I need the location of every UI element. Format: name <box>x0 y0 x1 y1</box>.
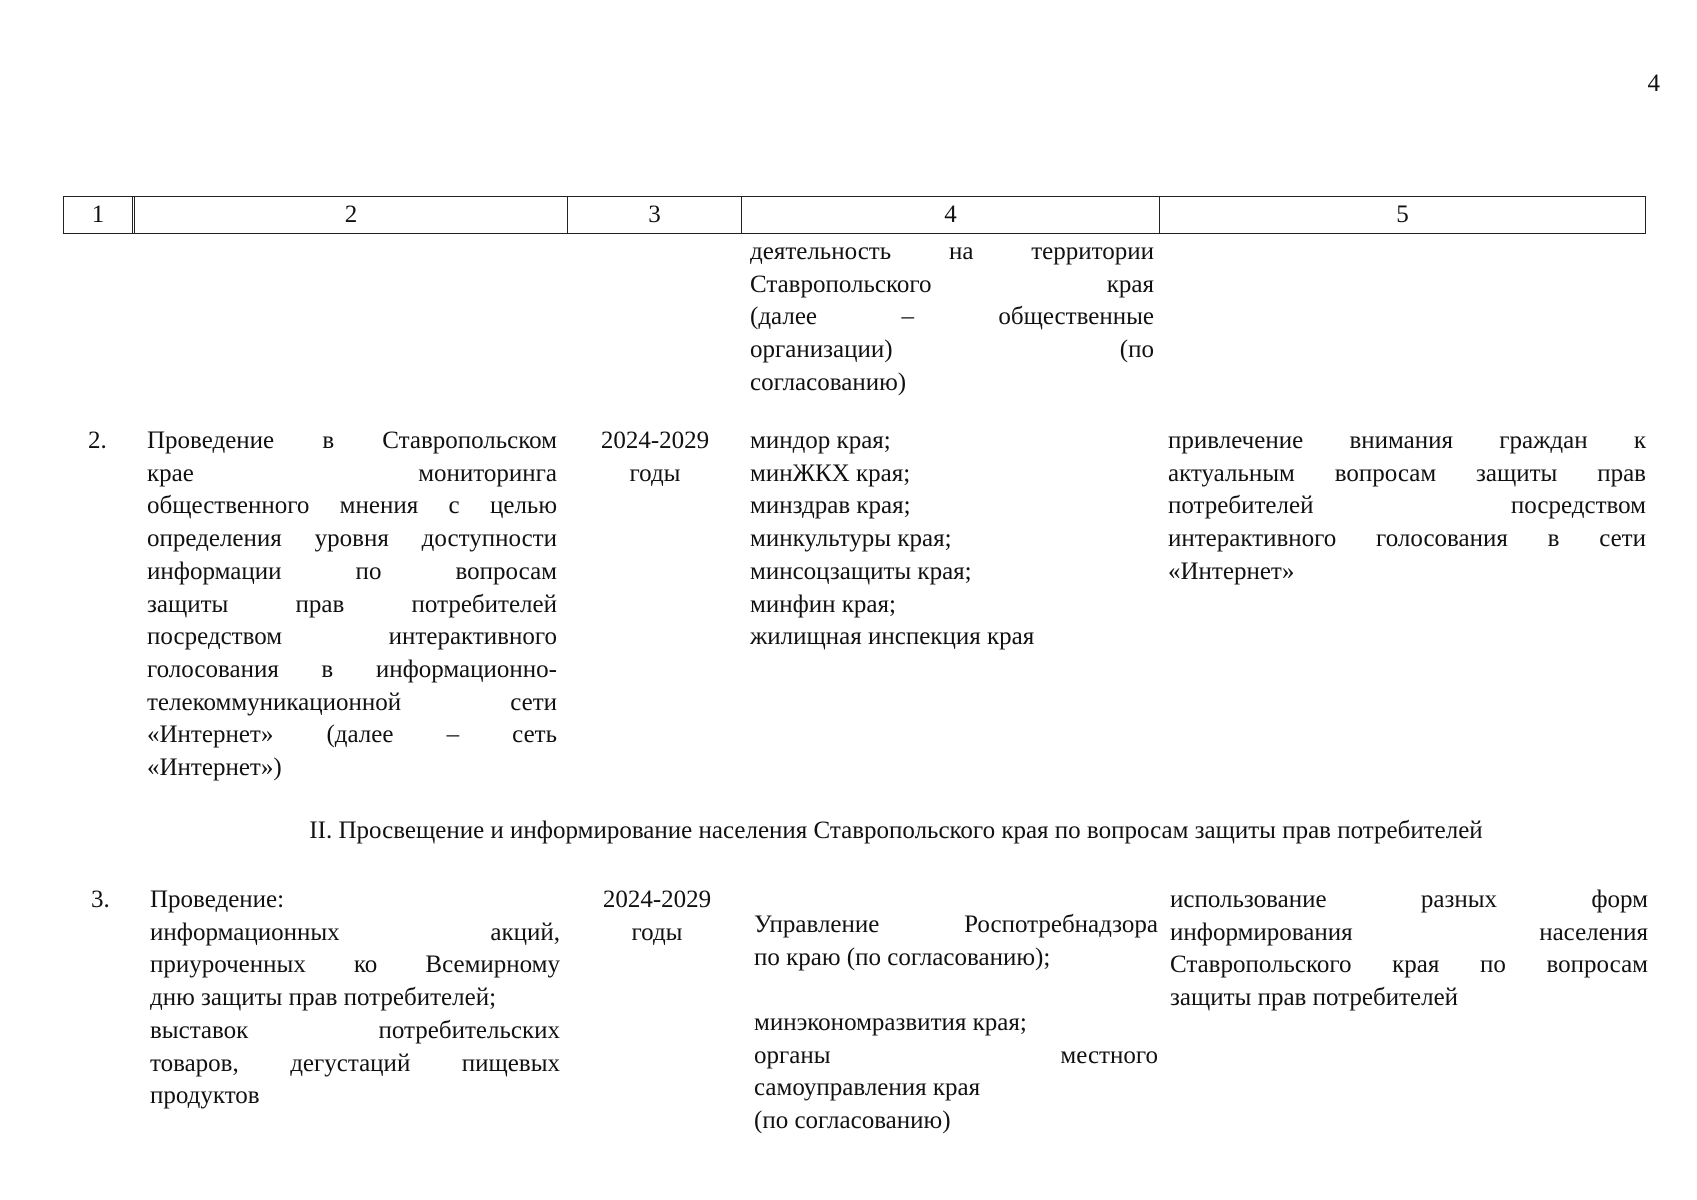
row2-period <box>580 425 730 490</box>
text-line: информирования населения <box>1170 918 1648 946</box>
text-line: (далее – общественные <box>750 303 1154 331</box>
text-line: потребителей посредством <box>1168 492 1646 520</box>
text-line: 2024-2029 <box>600 427 710 454</box>
text-line: годы <box>629 459 681 487</box>
text-line: приуроченных ко Всемирному <box>150 951 560 979</box>
text-line: продуктов <box>150 1082 260 1110</box>
header-col-3: 3 <box>568 197 742 233</box>
text-line: Проведение в Ставропольском <box>147 427 557 454</box>
text-line: товаров, дегустаций пищевых <box>150 1049 560 1077</box>
text-line: миндор края; <box>750 427 891 454</box>
text-line: посредством интерактивного <box>147 623 557 651</box>
row3-executors-a <box>754 909 1158 974</box>
text-line: Ставропольского края <box>750 270 1154 298</box>
text-line: согласованию) <box>750 368 907 396</box>
text-line: по краю (по согласованию); <box>754 943 1051 971</box>
text-line: выставок потребительских <box>150 1016 560 1044</box>
text-line: жилищная инспекция края <box>750 623 1035 651</box>
text-line: привлечение внимания граждан к <box>1168 427 1646 454</box>
section-title: II. Просвещение и информирование населения Ставропольского края по вопросам защиты прав потребителей <box>309 817 1483 844</box>
header-col-2: 2 <box>135 197 568 233</box>
table-header <box>63 196 1646 234</box>
text-line: 2024-2029 <box>602 886 712 913</box>
text-line: минсоцзащиты края; <box>750 557 972 585</box>
text-line: органы местного <box>754 1041 1158 1069</box>
text-line: информационных акций, <box>150 918 560 946</box>
text-line: Управление Роспотребнадзора <box>754 911 1158 938</box>
row3-activity <box>150 884 560 1113</box>
text-line: дню защиты прав потребителей; <box>150 984 497 1012</box>
header-col-5: 5 <box>1396 201 1409 228</box>
text-line: определения уровня доступности <box>147 525 557 553</box>
text-line: минздрав края; <box>750 492 911 520</box>
text-line: информации по вопросам <box>147 557 557 585</box>
text-line: защиты прав потребителей <box>1170 984 1459 1012</box>
text-line: «Интернет» (далее – сеть <box>147 721 557 749</box>
text-line: минфин края; <box>750 590 896 618</box>
row2-number: 2. <box>88 427 107 454</box>
text-line: «Интернет» <box>1168 557 1295 585</box>
text-line: минэкономразвития края; <box>754 1009 1027 1036</box>
row3-result <box>1170 884 1648 1015</box>
text-line: крае мониторинга <box>147 459 557 487</box>
text-line: годы <box>631 918 683 946</box>
row3-executors-b <box>754 1007 1158 1138</box>
header-col-4: 4 <box>742 197 1160 233</box>
text-line: голосования в информационно- <box>147 655 557 683</box>
row3-period <box>582 884 732 949</box>
text-line: минкультуры края; <box>750 525 952 553</box>
text-line: Ставропольского края по вопросам <box>1170 951 1648 979</box>
text-line: организации) (по <box>750 336 1154 364</box>
text-line: интерактивного голосования в сети <box>1168 525 1646 553</box>
page-number: 4 <box>1647 70 1660 97</box>
row3-number: 3. <box>91 886 110 913</box>
text-line: «Интернет») <box>147 754 282 782</box>
text-line: актуальным вопросам защиты прав <box>1168 459 1646 487</box>
text-line: самоуправления края <box>754 1074 981 1102</box>
continuation-col4 <box>750 236 1154 400</box>
text-line: защиты прав потребителей <box>147 590 557 618</box>
row2-activity <box>147 425 557 785</box>
row2-result <box>1168 425 1646 589</box>
text-line: минЖКХ края; <box>750 459 911 487</box>
text-line: деятельность на территории <box>750 238 1154 265</box>
text-line: Проведение: <box>150 886 285 913</box>
text-line: общественного мнения с целью <box>147 492 557 520</box>
header-col-1: 1 <box>64 197 135 233</box>
text-line: использование разных форм <box>1170 886 1648 913</box>
row2-executors <box>750 425 1154 654</box>
text-line: телекоммуникационной сети <box>147 688 557 716</box>
text-line: (по согласованию) <box>754 1107 951 1135</box>
